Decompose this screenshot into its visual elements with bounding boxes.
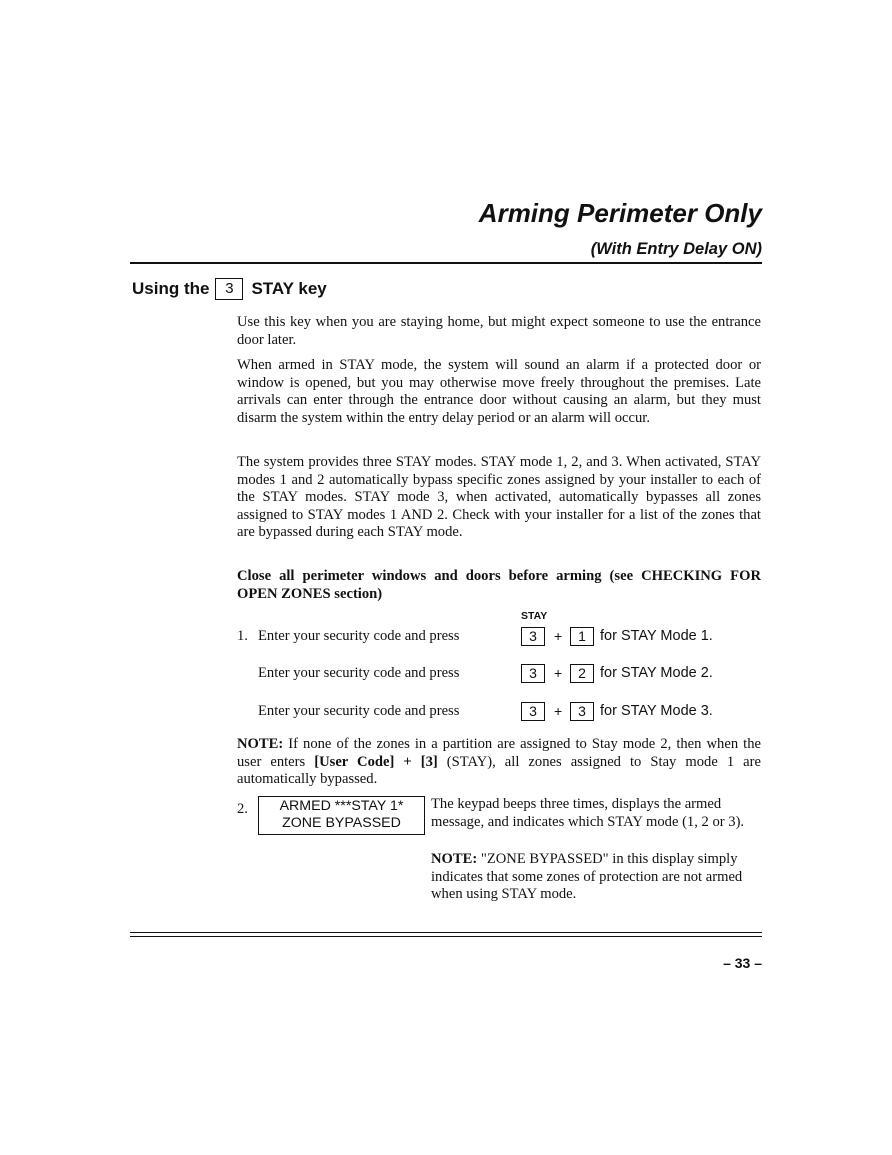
note-user-code: [User Code] + [3]: [314, 753, 438, 770]
section-heading-suffix: STAY key: [251, 279, 327, 298]
footer-rule: [130, 932, 762, 937]
stay-mode-paragraph: When armed in STAY mode, the system will sound an alarm if a protected door or window is opened, but you may otherwise move freely throughout the premises. Late arrivals can enter through the entrance door without causing an alarm, but they must disarm the system within the entry delay period or an alarm will occur.: [237, 357, 761, 426]
step-instruction: Enter your security code and press: [258, 628, 460, 644]
section-heading: [132, 278, 327, 300]
display-line-1: ARMED ***STAY 1*: [279, 798, 404, 814]
zone-bypassed-note: [431, 851, 746, 904]
page-title: Arming Perimeter Only: [478, 198, 762, 228]
stay-key-caption: STAY: [521, 610, 548, 622]
note-text-a: If none of the zones in a partition are assigned to Stay mode 2, then when the user enters: [237, 736, 761, 770]
stay-modes-paragraph: The system provides three STAY modes. STAY mode 1, 2, and 3. When activated, STAY modes 1 and 2 automatically bypass specific zones assigned by your installer to each of the STAY modes. STAY mode 3, when activated, automatically bypasses all zones assigned to STAY modes 1 AND 2. Check with your installer for a list of the zones that are bypassed during each STAY mode.: [237, 454, 761, 541]
display-line-2: ZONE BYPASSED: [282, 815, 401, 831]
step-number: 1.: [237, 628, 248, 644]
intro-paragraph: Use this key when you are staying home, but might expect someone to use the entrance door later.: [237, 314, 761, 348]
step-row-mode-2: [237, 664, 761, 684]
step-2-number: 2.: [237, 801, 248, 817]
mode-label: for STAY Mode 2.: [600, 665, 713, 681]
step-row-mode-1: [237, 627, 761, 647]
plus-sign: +: [554, 703, 563, 719]
section-heading-prefix: Using the: [132, 279, 210, 298]
step-instruction: Enter your security code and press: [258, 703, 460, 719]
key-2-icon: 2: [570, 664, 594, 683]
keypad-display: [258, 796, 425, 835]
step-row-mode-3: [237, 702, 761, 722]
key-3-icon: 3: [521, 702, 545, 721]
note-label: NOTE:: [431, 851, 478, 867]
key-3-icon: 3: [521, 664, 545, 683]
step-instruction: Enter your security code and press: [258, 665, 460, 681]
step-2-description: The keypad beeps three times, displays the armed message, and indicates which STAY mode (1, 2 or 3).: [431, 796, 745, 830]
page-subtitle: (With Entry Delay ON): [590, 240, 762, 258]
note-text-c: (STAY), all zones assigned to Stay mode 1 are automatically bypassed.: [237, 753, 761, 788]
zone-bypassed-note-text: "ZONE BYPASSED" in this display simply indicates that some zones of protection are not armed when using STAY mode.: [431, 851, 743, 903]
plus-sign: +: [554, 628, 563, 644]
stay-mode-note: [237, 736, 761, 789]
plus-sign: +: [554, 665, 563, 681]
key-3-icon: 3: [570, 702, 594, 721]
key-3-icon: 3: [521, 627, 545, 646]
note-label: NOTE:: [237, 736, 284, 752]
key-1-icon: 1: [570, 627, 594, 646]
close-windows-warning: Close all perimeter windows and doors before arming (see CHECKING FOR OPEN ZONES section): [237, 568, 761, 602]
mode-label: for STAY Mode 3.: [600, 703, 713, 719]
page-number: – 33 –: [723, 955, 762, 971]
header-rule: [130, 262, 762, 264]
stay-key-icon: 3: [215, 278, 243, 300]
mode-label: for STAY Mode 1.: [600, 628, 713, 644]
